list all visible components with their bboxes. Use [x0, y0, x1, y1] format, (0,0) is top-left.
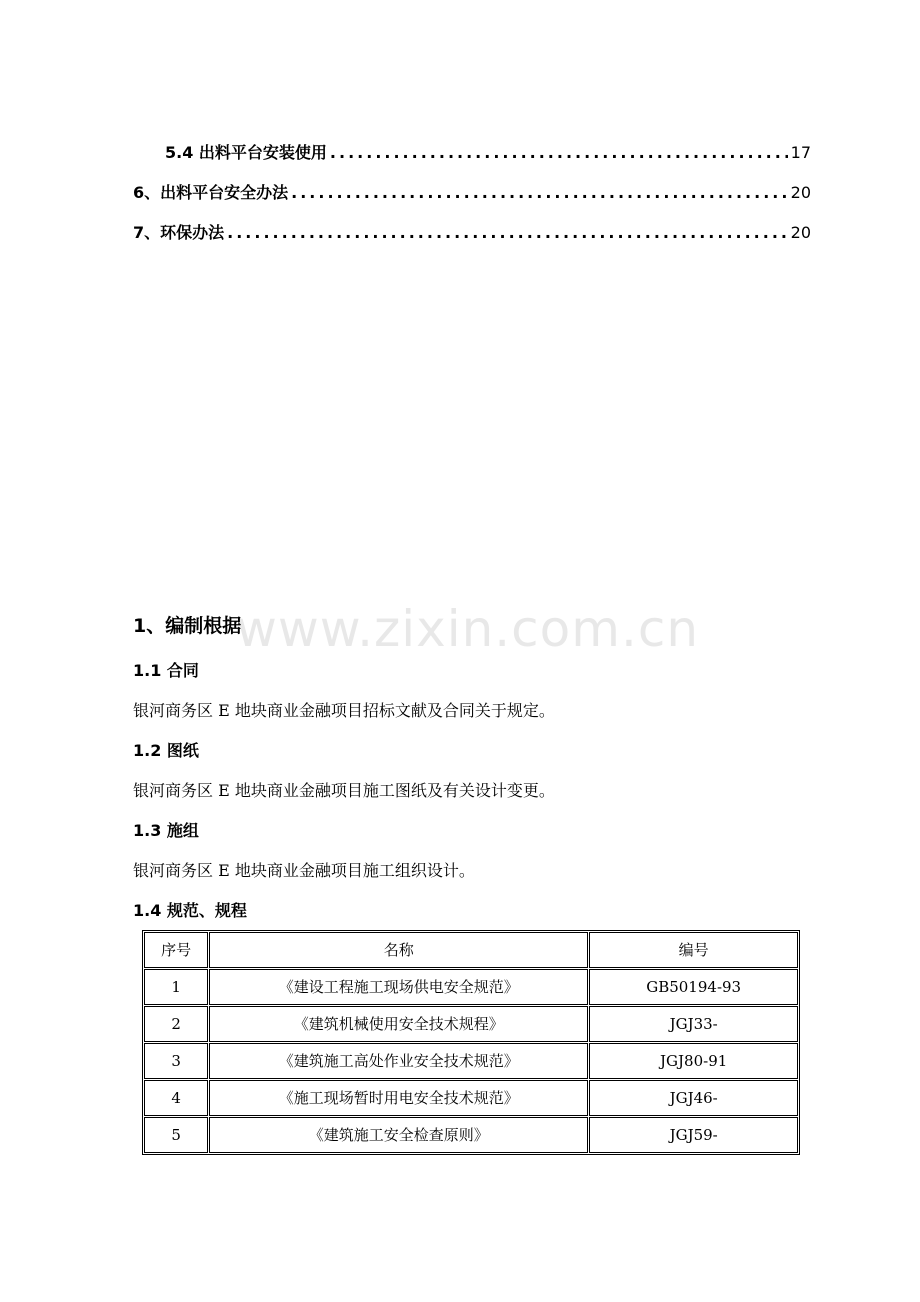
cell-index: 2 [144, 1006, 208, 1042]
table-row [144, 969, 798, 1005]
paragraph: 银河商务区 E 地块商业金融项目施工图纸及有关设计变更。 [133, 781, 555, 800]
cell-code: GB50194-93 [589, 969, 798, 1005]
toc-leader-dots [330, 141, 788, 165]
cell-name: 《施工现场暂时用电安全技术规范》 [209, 1080, 588, 1116]
cell-name: 《建筑机械使用安全技术规程》 [209, 1006, 588, 1042]
toc-entry-title: 7、环保办法 [133, 223, 225, 242]
toc-entry-page: 17 [790, 143, 811, 162]
cell-index: 1 [144, 969, 208, 1005]
table-row [144, 1006, 798, 1042]
cell-index: 5 [144, 1117, 208, 1153]
cell-name: 《建筑施工高处作业安全技术规范》 [209, 1043, 588, 1079]
toc-entry-page: 20 [790, 183, 811, 202]
subsection-heading: 1.4 规范、规程 [133, 901, 247, 920]
toc-entry [133, 221, 811, 245]
table-header-row [144, 932, 798, 968]
subsection-heading: 1.3 施组 [133, 821, 199, 840]
cell-code: JGJ59- [589, 1117, 798, 1153]
subsection-heading: 1.2 图纸 [133, 741, 199, 760]
header-cell-code: 编号 [589, 932, 798, 968]
table-row [144, 1080, 798, 1116]
toc-entry-title: 5.4 出料平台安装使用 [165, 143, 327, 162]
toc-entry-title: 6、出料平台安全办法 [133, 183, 289, 202]
cell-code: JGJ33- [589, 1006, 798, 1042]
cell-name: 《建设工程施工现场供电安全规范》 [209, 969, 588, 1005]
section-title: 1、编制根据 [133, 615, 242, 637]
toc-entry [165, 141, 811, 165]
cell-name: 《建筑施工安全检查原则》 [209, 1117, 588, 1153]
watermark: www.zixin.com.cn [236, 600, 700, 658]
cell-index: 3 [144, 1043, 208, 1079]
cell-code: JGJ80-91 [589, 1043, 798, 1079]
header-cell-index: 序号 [144, 932, 208, 968]
toc-leader-dots [227, 221, 788, 245]
header-cell-name: 名称 [209, 932, 588, 968]
table-row [144, 1117, 798, 1153]
toc-entry-page: 20 [790, 223, 811, 242]
paragraph: 银河商务区 E 地块商业金融项目施工组织设计。 [133, 861, 475, 880]
cell-index: 4 [144, 1080, 208, 1116]
toc-entry [133, 181, 811, 205]
paragraph: 银河商务区 E 地块商业金融项目招标文献及合同关于规定。 [133, 701, 555, 720]
standards-table [142, 930, 800, 1155]
toc-leader-dots [291, 181, 788, 205]
table-row [144, 1043, 798, 1079]
subsection-heading: 1.1 合同 [133, 661, 199, 680]
cell-code: JGJ46- [589, 1080, 798, 1116]
